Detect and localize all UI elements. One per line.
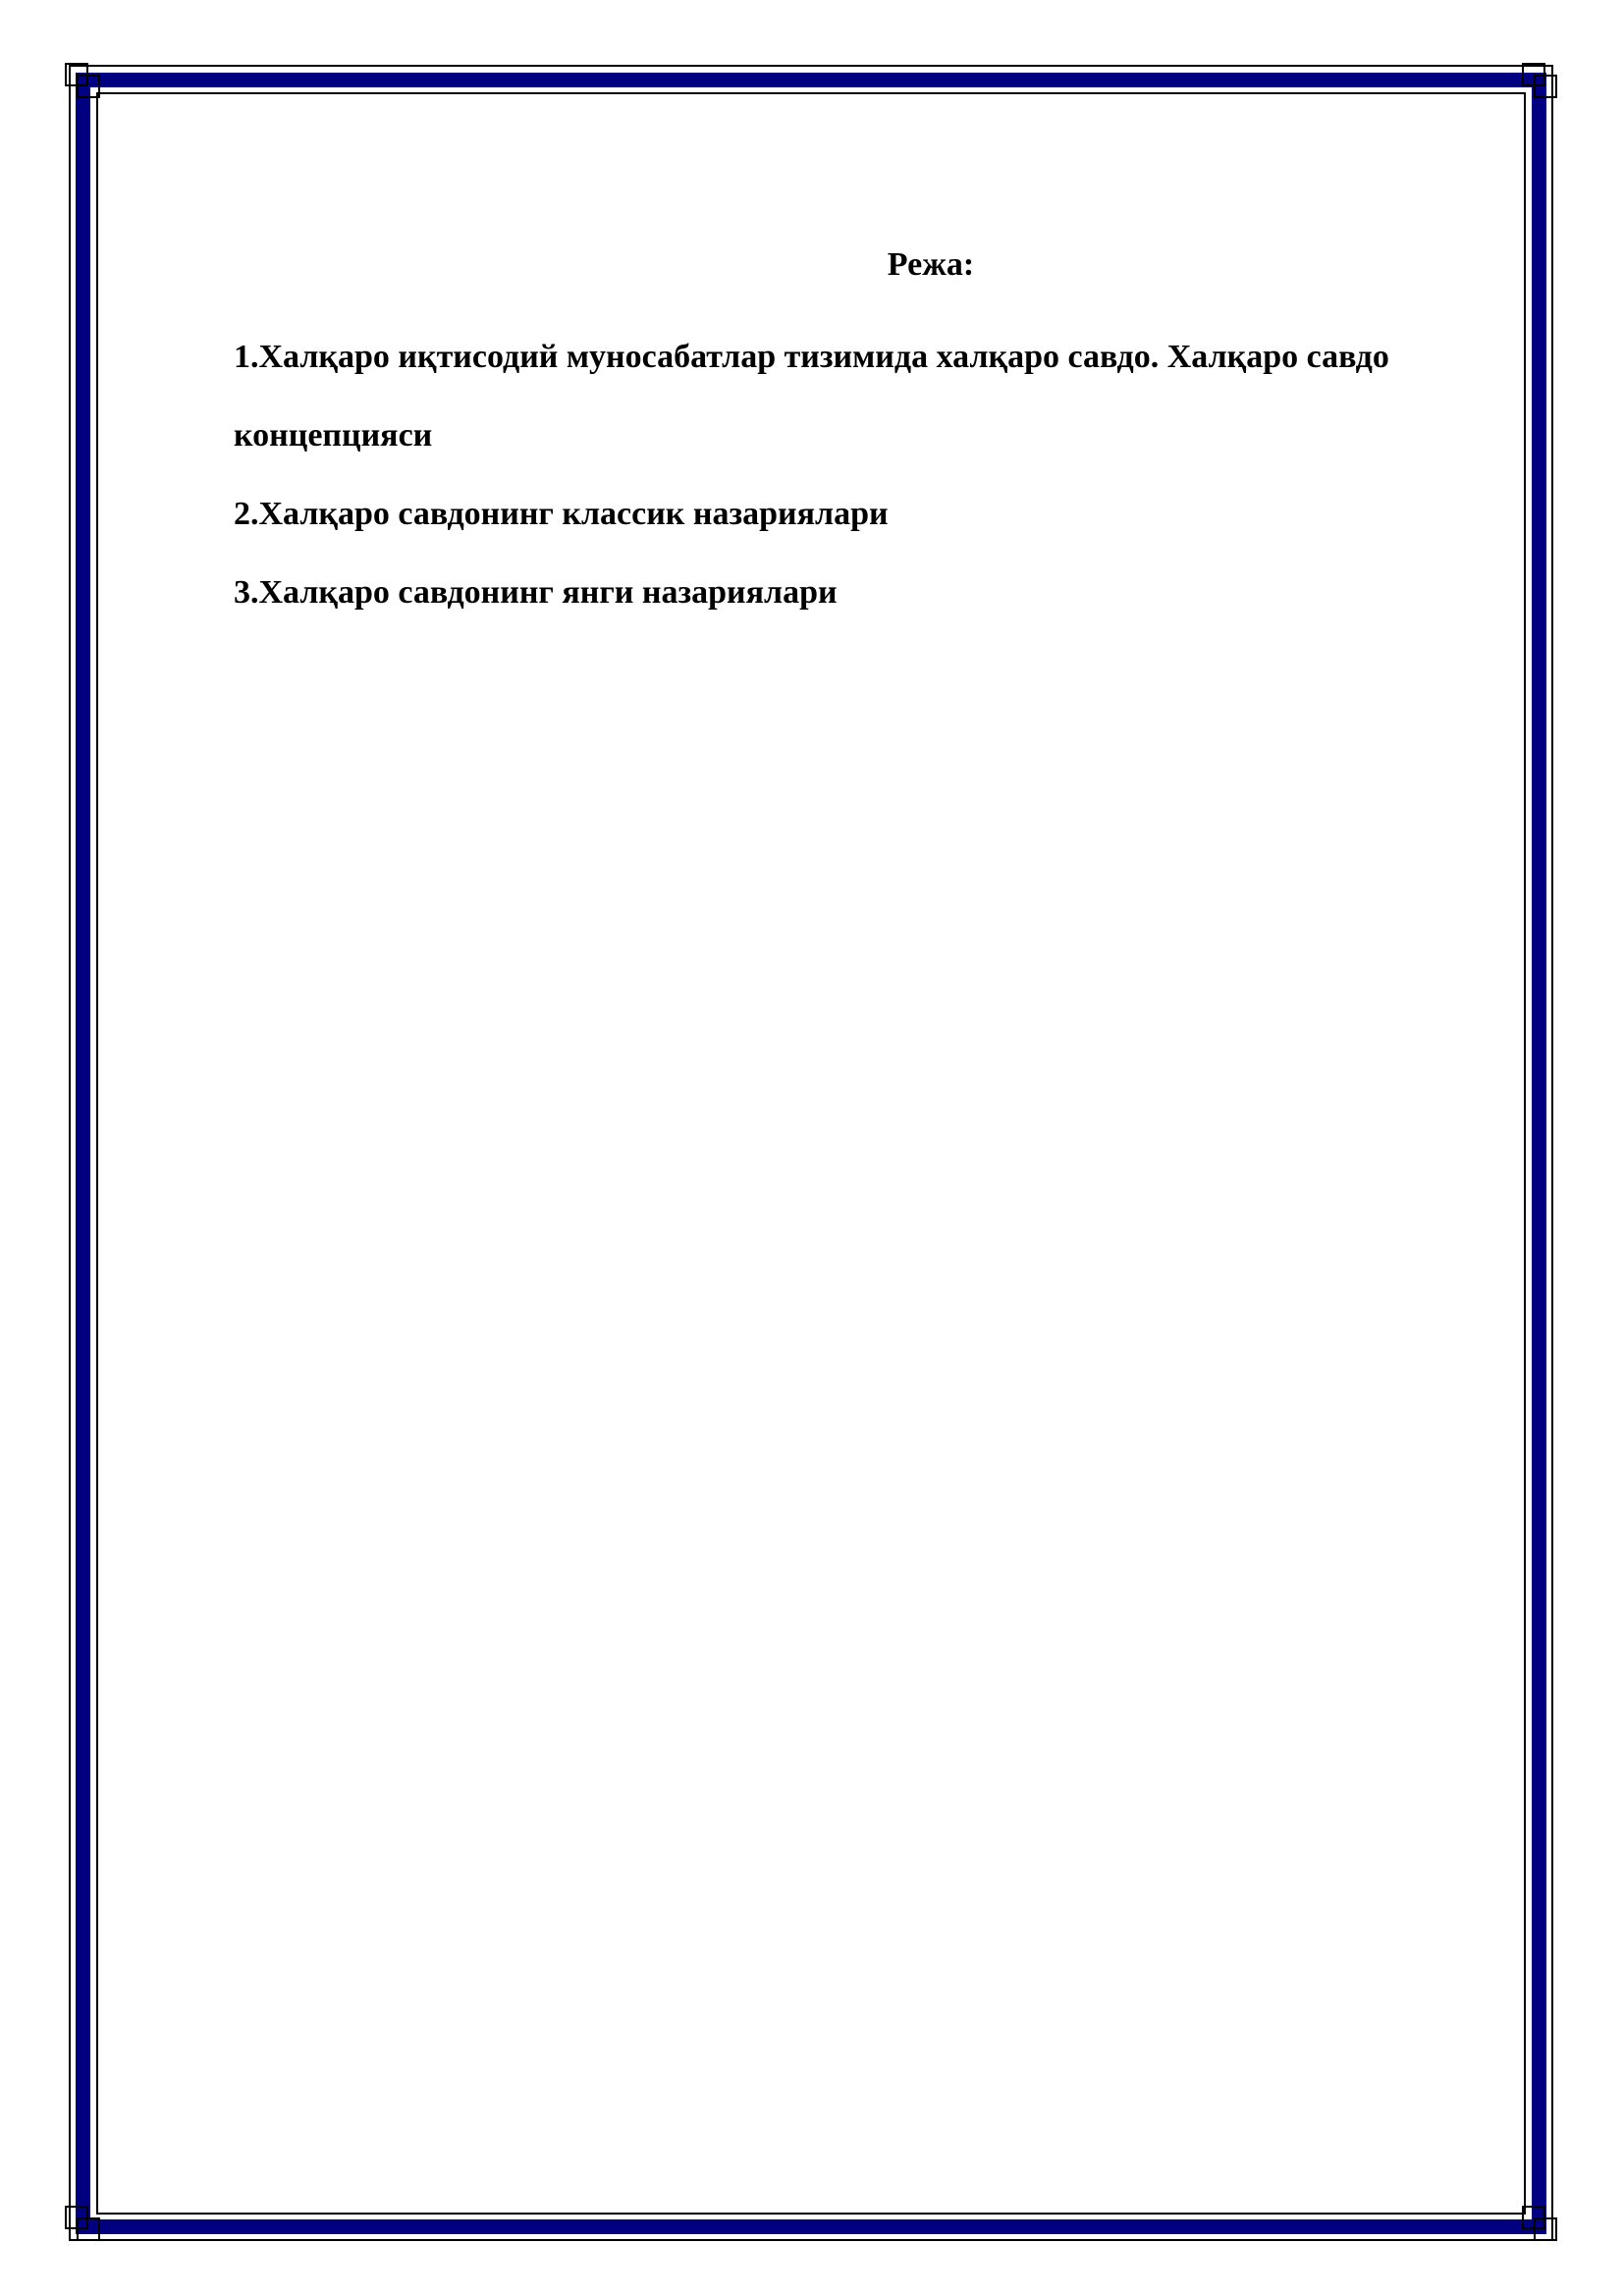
- frame-corner-ornament-bottom-left: [65, 2206, 102, 2243]
- plan-item-3: 3.Халқаро савдонинг янги назариялари: [234, 574, 838, 611]
- frame-corner-ornament-bottom-right: [1522, 2206, 1559, 2243]
- plan-item-2: 2.Халқаро савдонинг классик назариялари: [234, 496, 889, 532]
- plan-item-1: 1.Халқаро иқтисодий муносабатлар тизимида халқаро савдо. Халқаро савдо концепцияси: [234, 339, 1389, 454]
- frame-corner-ornament-top-right: [1522, 63, 1559, 100]
- document-body: [234, 245, 1471, 632]
- plan-heading: Режа:: [887, 246, 975, 283]
- frame-corner-ornament-top-left: [65, 63, 102, 100]
